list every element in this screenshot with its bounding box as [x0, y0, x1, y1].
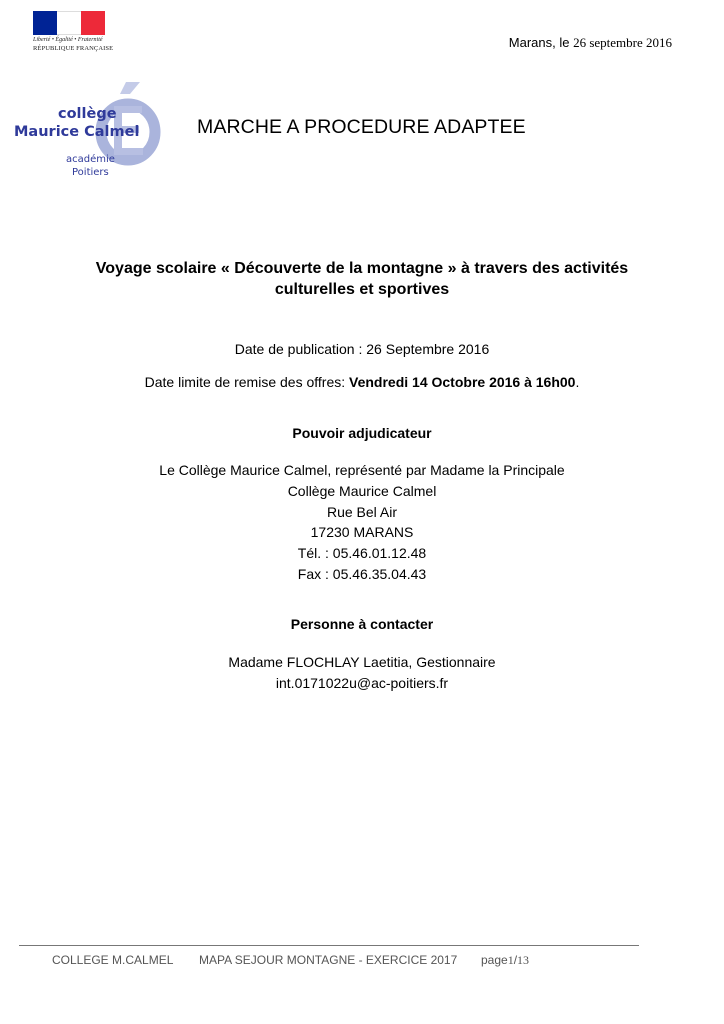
footer-page-current: 1: [507, 953, 514, 967]
document-date: [509, 35, 672, 51]
footer-left: COLLEGE M.CALMEL: [52, 953, 174, 967]
footer-page-total: 13: [517, 953, 530, 967]
logo-poitiers-text: Poitiers: [72, 167, 109, 178]
page-title: MARCHE A PROCEDURE ADAPTEE: [197, 116, 526, 138]
contact-block: [0, 652, 724, 694]
address-line: Rue Bel Air: [326, 503, 398, 520]
contact-heading: Personne à contacter: [290, 616, 434, 632]
offer-deadline: [0, 374, 724, 390]
marianne-logo: [33, 11, 114, 55]
subject-line-1: Voyage scolaire « Découverte de la montagne » à travers des activités: [95, 260, 629, 277]
footer-middle: MAPA SEJOUR MONTAGNE - EXERCICE 2017: [199, 953, 458, 967]
footer-page-label: page: [481, 953, 508, 967]
address-fax: Fax : 05.46.35.04.43: [297, 565, 427, 582]
footer-page-sep: /: [513, 953, 518, 967]
logo-academie-text: académie: [66, 154, 115, 165]
deadline-suffix: .: [575, 374, 580, 390]
subject-line-2: culturelles et sportives: [274, 281, 450, 298]
subject-title: [0, 258, 724, 300]
contact-email: int.0171022u@ac-poitiers.fr: [275, 674, 449, 691]
deadline-value: Vendredi 14 Octobre 2016 à 16h00: [349, 374, 576, 390]
publication-date: Date de publication : 26 Septembre 2016: [234, 341, 490, 357]
address-line: 17230 MARANS: [310, 524, 414, 541]
marianne-republic: RÉPUBLIQUE FRANÇAISE: [33, 45, 114, 52]
date-value: 26 septembre 2016: [573, 35, 672, 50]
address-line: Le Collège Maurice Calmel, représenté par Madame la Principale: [159, 462, 565, 478]
logo-name-text: Maurice Calmel: [14, 124, 140, 140]
address-phone: Tél. : 05.46.01.12.48: [297, 545, 427, 562]
address-line: Collège Maurice Calmel: [287, 482, 437, 499]
footer-page: [481, 953, 529, 968]
marianne-motto: Liberté • Égalité • Fraternité: [33, 37, 103, 43]
french-flag-icon: [33, 11, 105, 35]
pouvoir-heading: Pouvoir adjudicateur: [292, 425, 432, 441]
pouvoir-address: [0, 460, 724, 585]
page-footer: [52, 953, 529, 968]
contact-name: Madame FLOCHLAY Laetitia, Gestionnaire: [228, 654, 496, 670]
footer-divider: [19, 945, 639, 946]
logo-college-text: collège: [58, 106, 117, 122]
date-city: Marans, le: [508, 35, 574, 50]
college-logo: [14, 82, 164, 184]
deadline-label: Date limite de remise des offres:: [144, 374, 350, 390]
